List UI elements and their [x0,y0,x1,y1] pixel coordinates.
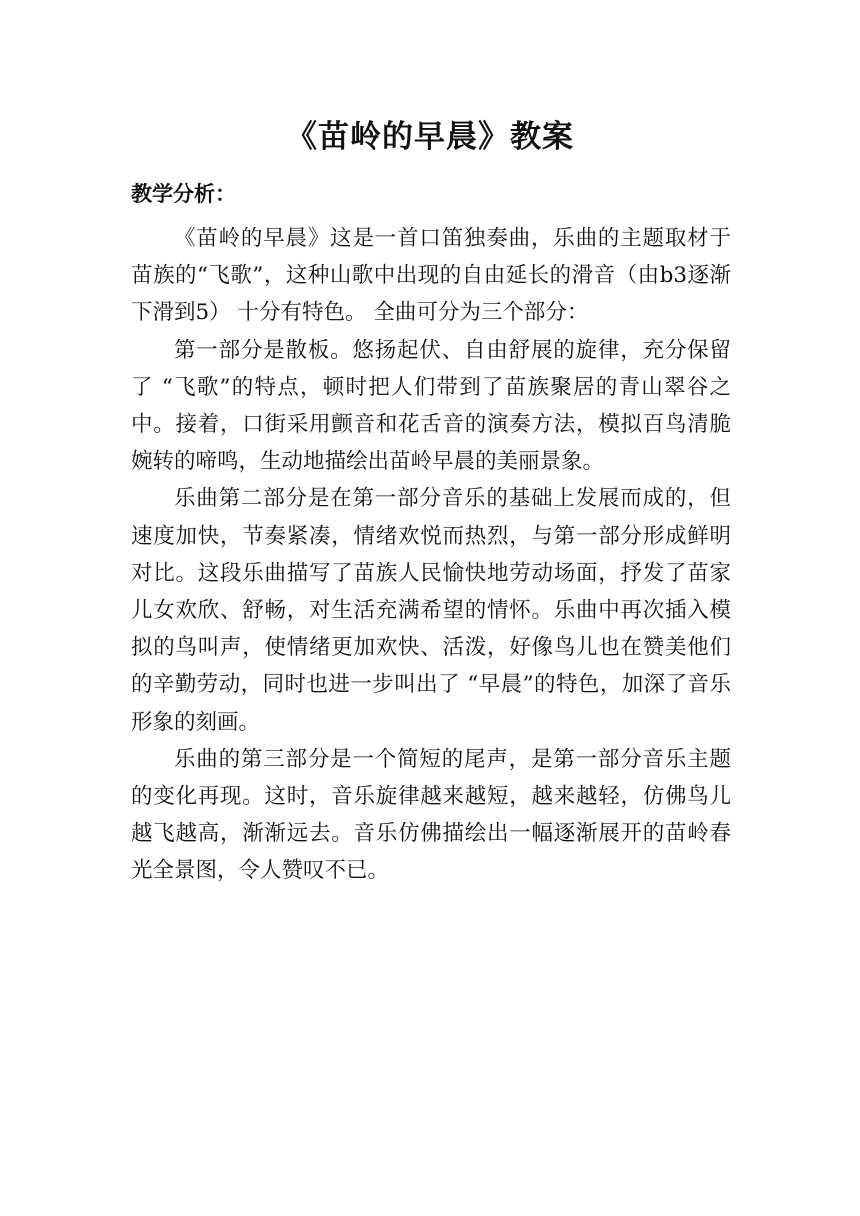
section-heading: 教学分析： [131,181,236,206]
document-body [131,220,731,890]
paragraph-part-three: 乐曲的第三部分是一个简短的尾声，是第一部分音乐主题的变化再现。这时，音乐旋律越来越短，越来越轻，仿佛鸟儿越飞越高，渐渐远去。音乐仿佛描绘出一幅逐渐展开的苗岭春光全景图，令人赞叹不已。 [131,746,731,884]
paragraph-part-one: 第一部分是散板。悠扬起伏、自由舒展的旋律，充分保留了 “飞歌”的特点，顿时把人们带到了苗族聚居的青山翠谷之中。接着，口街采用颤音和花舌音的演奏方法，模拟百鸟清脆婉转的啼鸣，生动地描绘出苗岭早晨的美丽景象。 [131,337,731,475]
paragraph-part-two: 乐曲第二部分是在第一部分音乐的基础上发展而成的，但速度加快，节奏紧凑，情绪欢悦而热烈，与第一部分形成鲜明对比。这段乐曲描写了苗族人民愉快地劳动场面，抒发了苗家儿女欢欣、舒畅，对生活充满希望的情怀。乐曲中再次插入模拟的鸟叫声，使情绪更加欢快、活泼，好像鸟儿也在赞美他们的辛勤劳动，同时也进一步叫出了 “早晨”的特色，加深了音乐形象的刻画。 [131,486,731,735]
document-title: 《苗岭的早晨》教案 [286,119,574,155]
paragraph-intro: 《苗岭的早晨》这是一首口笛独奏曲，乐曲的主题取材于苗族的“飞歌”，这种山歌中出现的自由延长的滑音（由b3逐渐下滑到5） 十分有特色。 全曲可分为三个部分： [131,226,731,326]
